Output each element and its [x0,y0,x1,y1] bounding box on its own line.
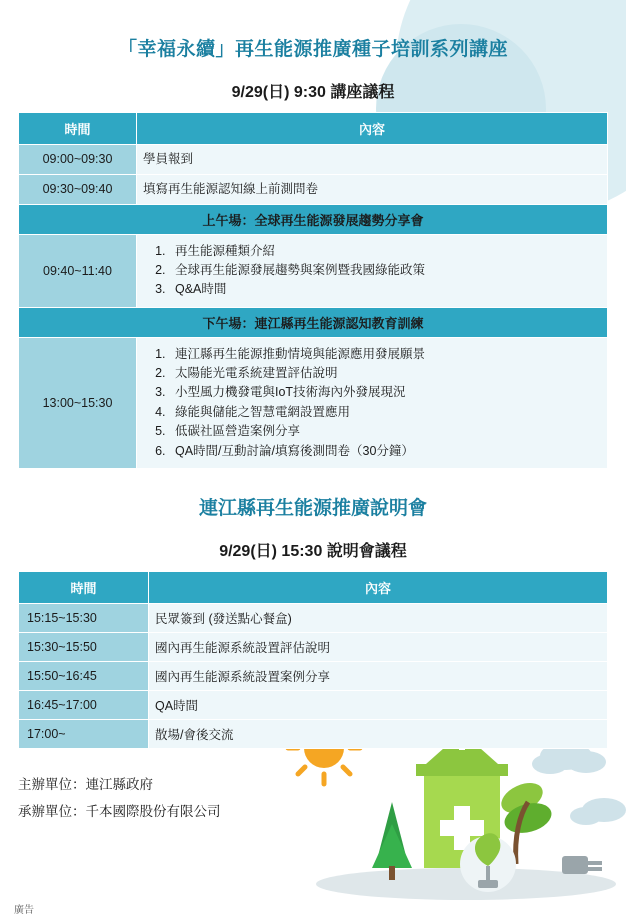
section-label-afternoon: 下午場：連江縣再生能源認知教育訓練 [19,307,608,337]
cell-content-list [137,337,608,468]
page-title: 「幸福永續」再生能源推廣種子培訓系列講座 [117,39,508,60]
cell-time: 09:00~09:30 [19,145,137,175]
list-item: 1. 再生能源種類介紹 [169,242,601,261]
table-row [19,145,608,175]
table-row [19,603,608,632]
table-row [19,234,608,307]
cell-content: 填寫再生能源認知線上前測問卷 [137,174,608,204]
cell-content: 國內再生能源系統設置案例分享 [149,661,608,690]
section-label-morning: 上午場：全球再生能源發展趨勢分享會 [19,204,608,234]
table-row [19,174,608,204]
list-item: 1. 連江縣再生能源推動情境與能源應用發展願景 [169,345,601,364]
list-item: 3. 小型風力機發電與IoT技術海內外發展現況 [169,383,601,402]
cell-content: 學員報到 [137,145,608,175]
page-title-secondary: 連江縣再生能源推廣說明會 [198,497,427,519]
list-item: 4. 綠能與儲能之智慧電網設置應用 [169,403,601,422]
list-item: 6. QA時間/互動討論/填寫後測問卷（30分鐘） [169,442,601,461]
table-row [19,719,608,748]
cell-time: 16:45~17:00 [19,690,149,719]
organizer-executor: 承辦單位：千本國際股份有限公司 [18,803,221,819]
list-item: 5. 低碳社區營造案例分享 [169,422,601,441]
table-row [19,661,608,690]
cell-content-list [137,234,608,307]
cell-time: 09:30~09:40 [19,174,137,204]
table-row [19,337,608,468]
session-item-list [143,242,601,300]
table-row [19,690,608,719]
column-header-content: 內容 [137,113,608,145]
cell-time: 17:00~ [19,719,149,748]
column-header-time: 時間 [19,571,149,603]
agenda-table-briefing [18,571,608,749]
agenda-table-morning [18,112,608,469]
table-header-row [19,113,608,145]
power-plug-icon [562,856,602,874]
cell-time: 15:50~16:45 [19,661,149,690]
organizer-block [18,771,608,825]
list-item: 2. 太陽能光電系統建置評估說明 [169,364,601,383]
cell-content: 散場/會後交流 [149,719,608,748]
column-header-content: 內容 [149,571,608,603]
poster-page [0,34,626,825]
agenda-subtitle: 9/29(日) 9:30 講座議程 [231,84,395,101]
table-row [19,632,608,661]
cell-content: QA時間 [149,690,608,719]
cell-time: 13:00~15:30 [19,337,137,468]
table-section-row [19,204,608,234]
column-header-time: 時間 [19,113,137,145]
cell-content: 國內再生能源系統設置評估說明 [149,632,608,661]
table-header-row [19,571,608,603]
table-section-row [19,307,608,337]
agenda-subtitle-secondary: 9/29(日) 15:30 說明會議程 [219,542,407,560]
list-item: 2. 全球再生能源發展趨勢與案例暨我國綠能政策 [169,261,601,280]
advertisement-label: 廣告 [14,905,34,916]
cell-content: 民眾簽到 (發送點心餐盒) [149,603,608,632]
organizer-host: 主辦單位：連江縣政府 [18,776,153,792]
cell-time: 15:30~15:50 [19,632,149,661]
list-item: 3. Q&A時間 [169,280,601,299]
cell-time: 09:40~11:40 [19,234,137,307]
cell-time: 15:15~15:30 [19,603,149,632]
session-item-list [143,345,601,461]
